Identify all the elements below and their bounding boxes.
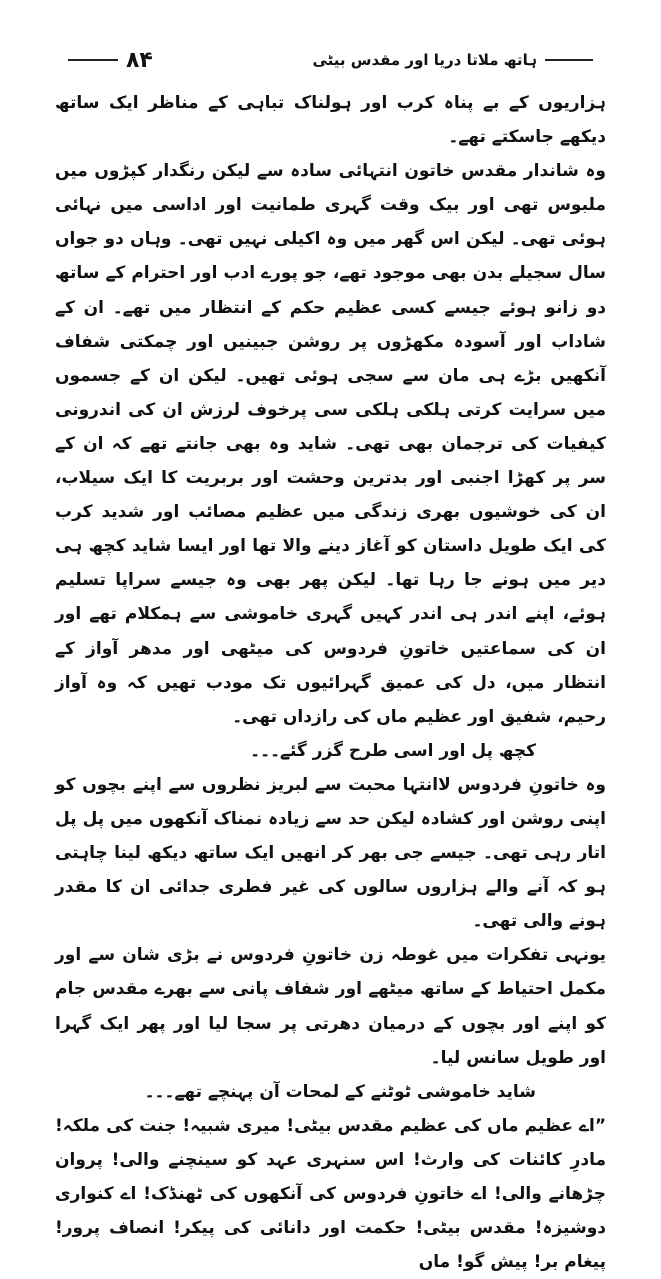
paragraph: وہ شاندار مقدس خاتون انتہائی سادہ سے لیکن رنگدار کپڑوں میں ملبوس تھی اور بیک وقت گہری طمانیت اور اداسی میں نہائی ہوئی تھی۔ لیکن اس گھر میں وہ اکیلی نہیں تھی۔ وہاں دو جواں سال سجیلے بدن بھی موجود تھے، جو پورے ادب اور احترام کے ساتھ دو زانو ہوئے جیسے کسی عظیم حکم کے انتظار میں تھے۔ ان کے شاداب اور آسودہ مکھڑوں پر روشن جبینیں اور چمکتی شفاف آنکھیں بڑے ہی مان سے سجی ہوئی تھیں۔ لیکن ان کے جسموں میں سرایت کرتی ہلکی ہلکی سی پرخوف لرزش ان کی اندرونی کیفیات کی ترجمان بھی تھی۔ شاید وہ بھی جانتے تھے کہ ان کے سر پر کھڑا اجنبی اور بدترین وحشت اور بربریت کا ایک سیلاب، ان کی خوشیوں بھری زندگی میں عظیم مصائب اور شدید کرب کی ایک طویل داستان کو آغاز دینے والا تھا اور ایسا شاید کچھ ہی دیر میں ہونے جا رہا تھا۔ لیکن پھر بھی وہ جیسے سراپا تسلیم ہوئے، اپنے اندر ہی اندر کہیں گہری خاموشی سے ہمکلام تھے اور ان کی سماعتیں خاتونِ فردوس کی میٹھی اور مدھر آواز کے انتظار میں، دل کی عمیق گہرائیوں تک مودب تھیں کہ وہ آواز رحیم، شفیق اور عظیم ماں کی رازداں تھی۔ — [55, 161, 606, 727]
page-number: ۸۴ — [126, 47, 153, 73]
page-header — [60, 40, 601, 80]
paragraph: ہزاریوں کے بے پناہ کرب اور ہولناک تباہی کے مناظر ایک ساتھ دیکھے جاسکتے تھے۔ — [55, 93, 606, 148]
header-rule-left — [68, 59, 118, 61]
paragraph: کچھ پل اور اسی طرح گزر گئے۔۔۔ — [250, 740, 536, 761]
paragraph: یونہی تفکرات میں غوطہ زن خاتونِ فردوس نے بڑی شان سے اور مکمل احتیاط کے ساتھ میٹھے اور شفاف پانی سے بھرے مقدس جام کو اپنے اور بچوں کے درمیان دھرتی پر سجا لیا اور پھر ایک گہرا اور طویل سانس لیا۔ — [55, 945, 606, 1068]
body-text — [55, 86, 606, 1279]
paragraph: وہ خاتونِ فردوس لاانتہا محبت سے لبریز نظروں سے اپنے بچوں کو اپنی روشن اور کشادہ لیکن حد سے زیادہ نمناک آنکھوں میں پل پل اتار رہی تھی۔ جیسے جی بھر کر انھیں ایک ساتھ دیکھ لینا چاہتی ہو کہ آنے والے ہزاروں سالوں کی غیر فطری جدائی ان کا مقدر ہونے والی تھی۔ — [55, 774, 606, 932]
running-title: ہاتھ ملاتا دریا اور مقدس بیٹی — [312, 51, 537, 69]
header-rule-right — [545, 59, 593, 61]
paragraph: ”اے عظیم ماں کی عظیم مقدس بیٹی! میری شبیہ! جنت کی ملکہ! مادرِ کائنات کی وارث! اس سنہری عہد کو سینچنے والی! پروان چڑھانے والی! اے خاتونِ فردوس کی آنکھوں کی ٹھنڈک! اے کنواری دوشیزہ! مقدس بیٹی! حکمت اور دانائی کی پیکر! انصاف پرور! پیغام بر! پیش گو! ماں — [55, 1115, 606, 1273]
paragraph: شاید خاموشی ٹوٹنے کے لمحات آن پہنچے تھے۔۔۔ — [144, 1081, 536, 1102]
